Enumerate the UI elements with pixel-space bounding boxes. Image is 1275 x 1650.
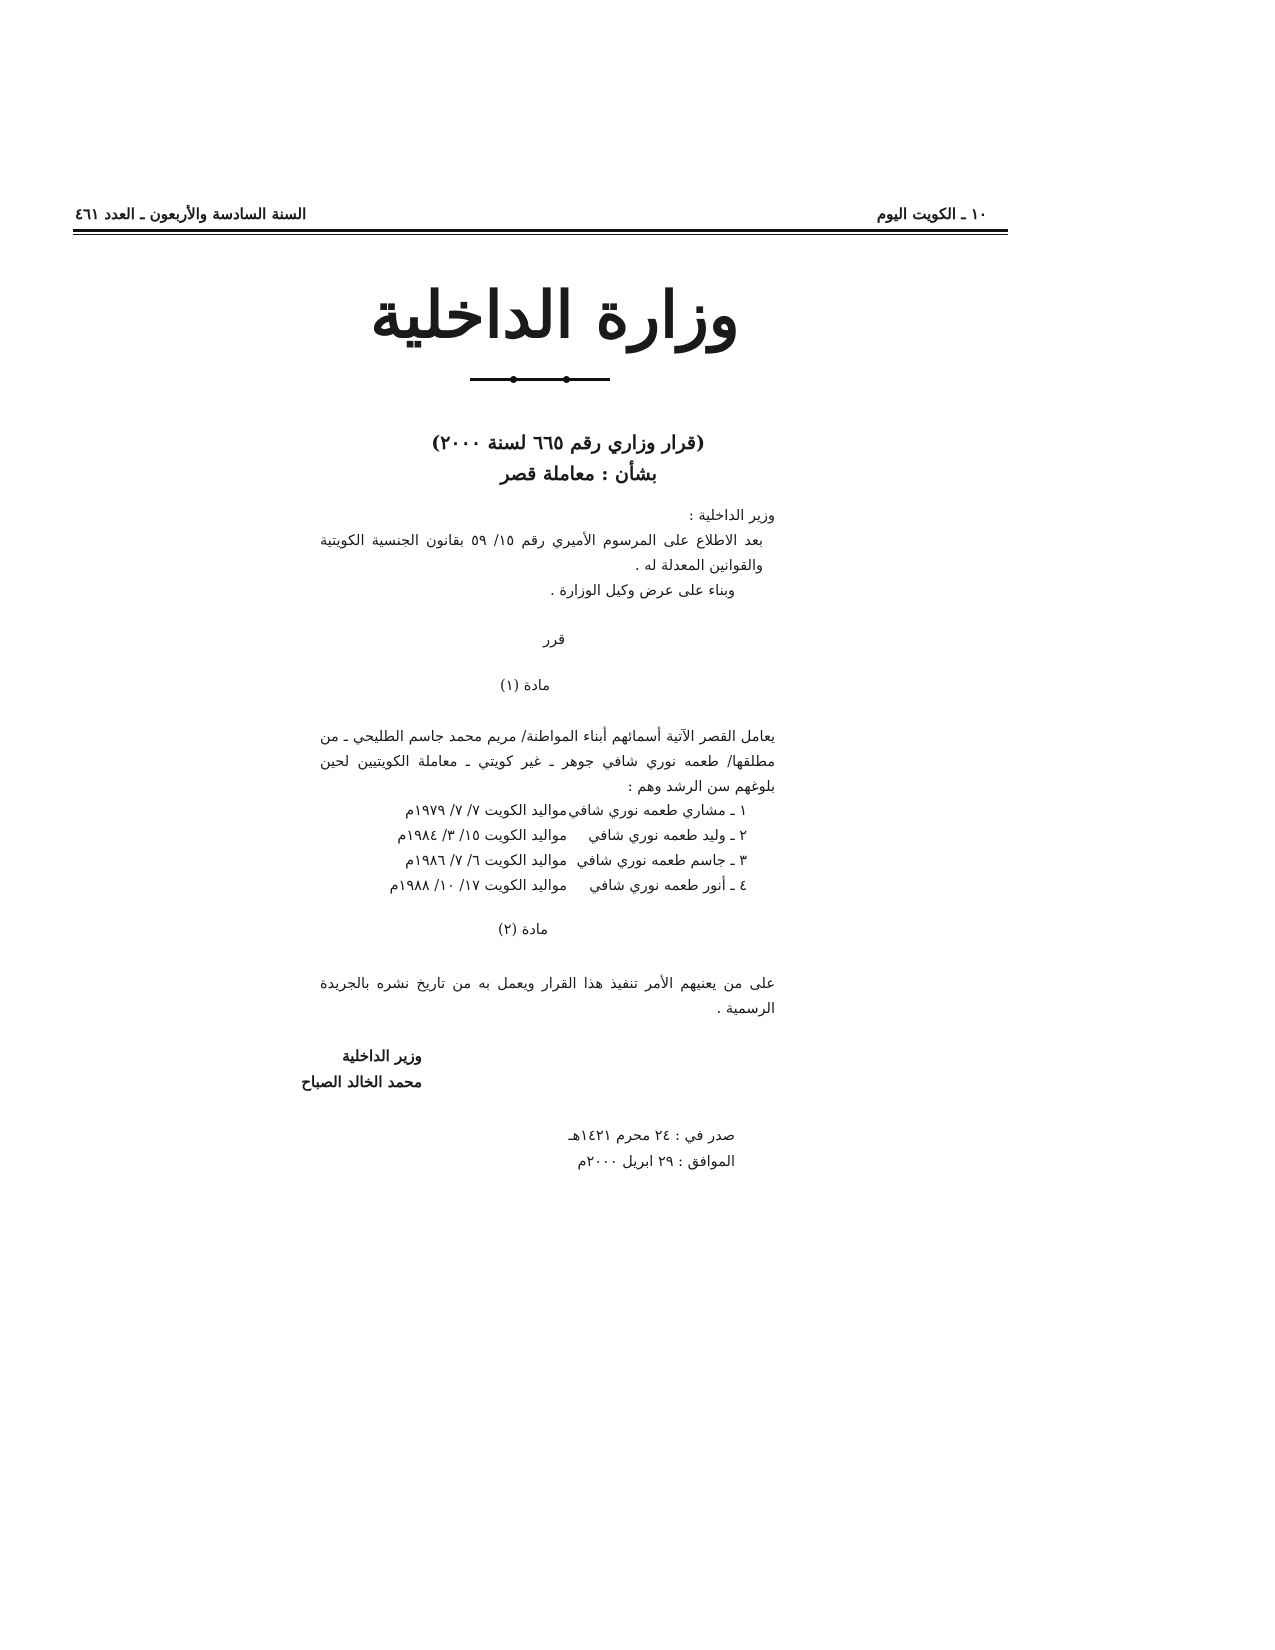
decree-title: (قرار وزاري رقم ٦٦٥ لسنة ٢٠٠٠)	[431, 432, 705, 454]
child-birth: مواليد الكويت ١٥/ ٣/ ١٩٨٤م	[397, 827, 567, 844]
table-row	[337, 798, 747, 823]
child-birth: مواليد الكويت ١٧/ ١٠/ ١٩٨٨م	[389, 877, 567, 894]
article2-text: على من يعنيهم الأمر تنفيذ هذا القرار ويعمل به من تاريخ نشره بالجريدة الرسمية .	[320, 976, 775, 1017]
decided-label: قرر	[543, 632, 565, 648]
issued-date: صدر في : ٢٤ محرم ١٤٢١هـ	[568, 1128, 735, 1144]
signature-block	[301, 1043, 422, 1095]
children-table	[337, 798, 747, 898]
running-header-issue: السنة السادسة والأربعون ـ العدد ٤٦١	[75, 205, 307, 223]
corresponding-date: الموافق : ٢٩ ابريل ٢٠٠٠م	[577, 1154, 735, 1170]
heading-ornament	[470, 378, 610, 381]
child-name: ٤ ـ أنور طعمه نوري شافي	[589, 877, 747, 894]
child-name: ٣ ـ جاسم طعمه نوري شافي	[576, 852, 747, 869]
running-header-page: ١٠ ـ الكويت اليوم	[876, 205, 987, 223]
preamble-line1: بعد الاطلاع على المرسوم الأميري رقم ١٥/ ٥٩ بقانون الجنسية الكويتية والقوانين المعدلة له .	[320, 533, 763, 574]
preamble-line2: وبناء على عرض وكيل الوزارة .	[550, 583, 735, 599]
signature-role: وزير الداخلية	[342, 1047, 422, 1065]
header-rule-thin	[73, 234, 1008, 235]
article2-heading: مادة (٢)	[498, 922, 548, 938]
ministry-heading: وزارة الداخلية	[370, 278, 740, 353]
preamble-minister: وزير الداخلية :	[688, 508, 775, 524]
article1-heading: مادة (١)	[500, 678, 550, 694]
child-birth: مواليد الكويت ٦/ ٧/ ١٩٨٦م	[405, 852, 567, 869]
signature-name: محمد الخالد الصباح	[301, 1073, 422, 1091]
table-row	[337, 848, 747, 873]
header-rule-thick	[73, 229, 1008, 232]
article1-text: يعامل القصر الآتية أسمائهم أبناء المواطنة/ مريم محمد جاسم الطليحي ـ من مطلقها/ طعمه نوري شافي جوهر ـ غير كويتي ـ معاملة الكويتيين لحين بلوغهم سن الرشد وهم :	[320, 729, 775, 795]
child-name: ١ ـ مشاري طعمه نوري شافي	[568, 802, 747, 819]
dates-block	[568, 1123, 735, 1175]
child-birth: مواليد الكويت ٧/ ٧/ ١٩٧٩م	[405, 802, 567, 819]
table-row	[337, 873, 747, 898]
table-row	[337, 823, 747, 848]
decree-subject: بشأن : معاملة قصر	[500, 463, 657, 485]
preamble	[320, 504, 775, 604]
child-name: ٢ ـ وليد طعمه نوري شافي	[588, 827, 747, 844]
